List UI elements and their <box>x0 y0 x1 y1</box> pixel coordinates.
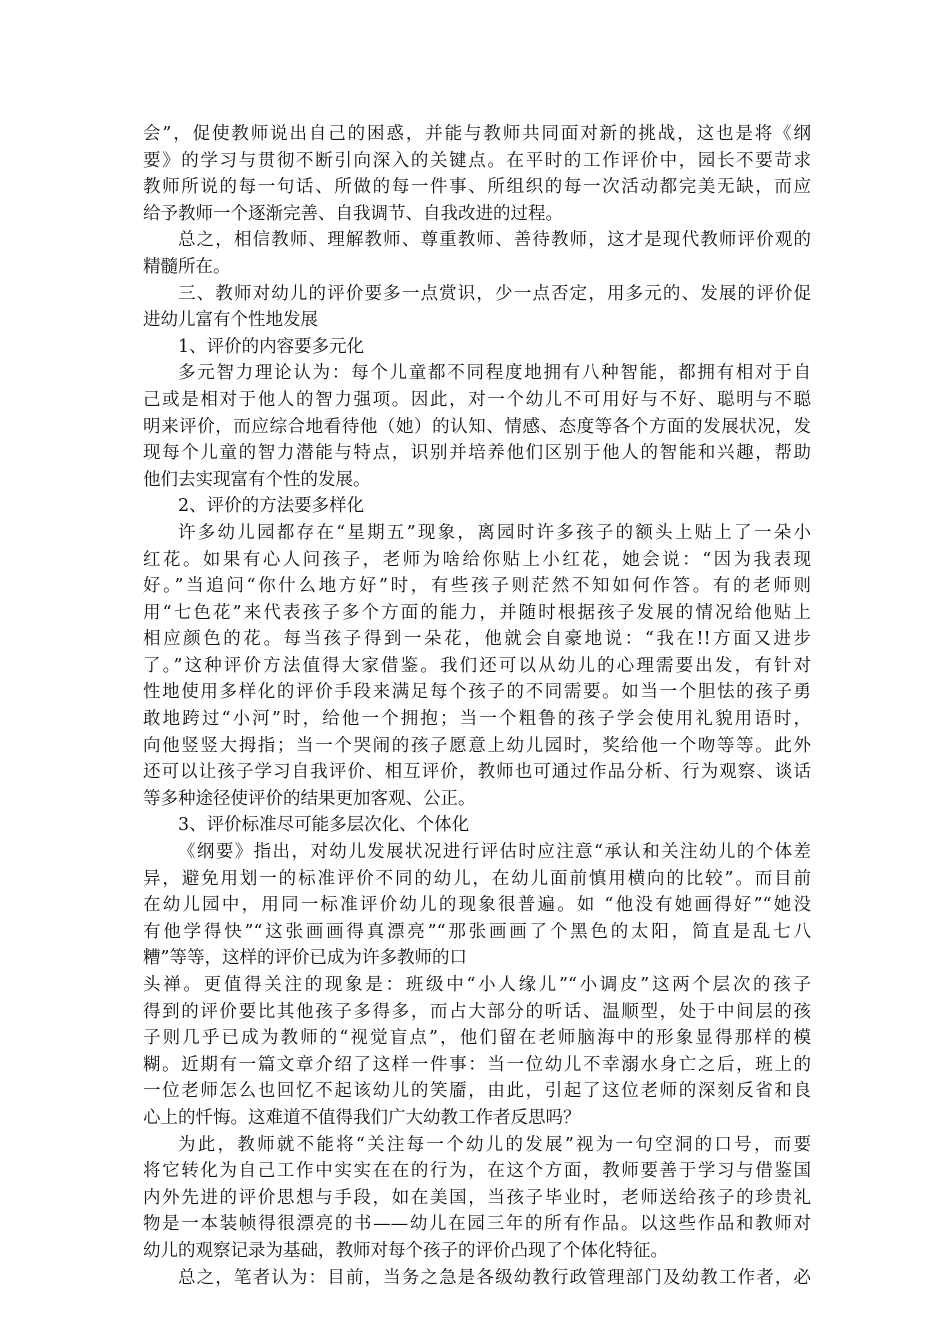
text-line: 在幼儿园中，用同一标准评价幼儿的现象很普遍。如 “他没有她画得好”“她没 <box>143 895 811 916</box>
text-line: 好。”当追问“你什么地方好”时，有些孩子则茫然不知如何作答。有的老师则 <box>143 576 811 597</box>
text-line: 将它转化为自己工作中实实在在的行为，在这个方面，教师要善于学习与借鉴国 <box>143 1161 811 1182</box>
text-line: 糊。近期有一篇文章介绍了这样一件事：当一位幼儿不幸溺水身亡之后，班上的 <box>143 1054 811 1075</box>
text-line: 2、评价的方法要多样化 <box>178 496 365 517</box>
text-line: 得到的评价要比其他孩子多得多，而占大部分的听话、温顺型，处于中间层的孩 <box>143 1001 811 1022</box>
text-line: 等多种途径使评价的结果更加客观、公正。 <box>143 788 476 809</box>
text-line: 多元智力理论认为：每个儿童都不同程度地拥有八种智能，都拥有相对于自 <box>178 363 811 384</box>
text-line: 要》的学习与贯彻不断引向深入的关键点。在平时的工作评价中，园长不要苛求 <box>143 150 811 171</box>
text-line: 总之，笔者认为：目前，当务之急是各级幼教行政管理部门及幼教工作者，必 <box>178 1267 811 1288</box>
text-line: 异，避免用划一的标准评价不同的幼儿，在幼儿面前慎用横向的比较”。而目前 <box>143 868 811 889</box>
text-line: 会”，促使教师说出自己的困惑，并能与教师共同面对新的挑战，这也是将《纲 <box>143 124 811 144</box>
text-line: 红花。如果有心人问孩子，老师为啥给你贴上小红花，她会说：“因为我表现 <box>143 549 811 570</box>
text-line: 向他竖竖大拇指；当一个哭闹的孩子愿意上幼儿园时，奖给他一个吻等等。此外 <box>143 735 811 756</box>
text-line: 有他学得快”“这张画画得真漂亮”“那张画画了个黑色的太阳，简直是乱七八 <box>143 921 811 942</box>
text-line: 敢地跨过“小河”时，给他一个拥抱；当一个粗鲁的孩子学会使用礼貌用语时， <box>143 709 811 730</box>
text-line: 总之，相信教师、理解教师、尊重教师、善待教师，这才是现代教师评价观的 <box>178 230 811 251</box>
text-line: 一位老师怎么也回忆不起该幼儿的笑靥，由此，引起了这位老师的深刻反省和良 <box>143 1081 811 1102</box>
text-line: 为此，教师就不能将“关注每一个幼儿的发展”视为一句空洞的口号，而要 <box>178 1134 811 1155</box>
text-line: 他们去实现富有个性的发展。 <box>143 469 371 490</box>
text-line: 现每个儿童的智力潜能与特点，识别并培养他们区别于他人的智能和兴趣，帮助 <box>143 443 811 464</box>
text-line: 3、评价标准尽可能多层次化、个体化 <box>178 815 470 836</box>
text-line: 心上的忏悔。这难道不值得我们广大幼教工作者反思吗？ <box>143 1107 581 1128</box>
document-page <box>143 121 811 1291</box>
text-line: 三、教师对幼儿的评价要多一点赏识，少一点否定，用多元的、发展的评价促 <box>178 283 811 304</box>
text-line: 了。”这种评价方法值得大家借鉴。我们还可以从幼儿的心理需要出发，有针对 <box>143 655 811 676</box>
text-line: 进幼儿富有个性地发展 <box>143 310 318 331</box>
text-line: 还可以让孩子学习自我评价、相互评价，教师也可通过作品分析、行为观察、谈话 <box>143 762 811 783</box>
text-line: 内外先进的评价思想与手段，如在美国，当孩子毕业时，老师送给孩子的珍贵礼 <box>143 1187 811 1208</box>
text-line: 物是一本装帧得很漂亮的书——幼儿在园三年的所有作品。以这些作品和教师对 <box>143 1214 811 1235</box>
text-line: 相应颜色的花。每当孩子得到一朵花，他就会自豪地说：“我在!!方面又进步 <box>143 629 811 650</box>
text-line: 给予教师一个逐渐完善、自我调节、自我改进的过程。 <box>143 203 563 224</box>
text-line: 己或是相对于他人的智力强项。因此，对一个幼儿不可用好与不好、聪明与不聪 <box>143 389 811 410</box>
text-line: 头禅。更值得关注的现象是：班级中“小人缘儿”“小调皮”这两个层次的孩子 <box>143 975 811 995</box>
text-line: 性地使用多样化的评价手段来满足每个孩子的不同需要。如当一个胆怯的孩子勇 <box>143 682 811 703</box>
text-line: 1、评价的内容要多元化 <box>178 336 365 357</box>
text-line: 精髓所在。 <box>143 256 231 277</box>
text-line: 幼儿的观察记录为基础，教师对每个孩子的评价凸现了个体化特征。 <box>143 1240 668 1261</box>
text-line: 许多幼儿园都存在“星期五”现象，离园时许多孩子的额头上贴上了一朵小 <box>178 522 811 543</box>
text-line: 糟”等等，这样的评价已成为许多教师的口 <box>143 948 467 969</box>
text-line: 明来评价，而应综合地看待他（她）的认知、情感、态度等各个方面的发展状况，发 <box>143 416 811 437</box>
text-line: 教师所说的每一句话、所做的每一件事、所组织的每一次活动都完美无缺，而应 <box>143 177 811 198</box>
text-line: 用“七色花”来代表孩子多个方面的能力，并随时根据孩子发展的情况给他贴上 <box>143 602 811 623</box>
text-line: 《纲要》指出，对幼儿发展状况进行评估时应注意“承认和关注幼儿的个体差 <box>178 842 811 863</box>
text-line: 子则几乎已成为教师的“视觉盲点”，他们留在老师脑海中的形象显得那样的模 <box>143 1028 811 1049</box>
